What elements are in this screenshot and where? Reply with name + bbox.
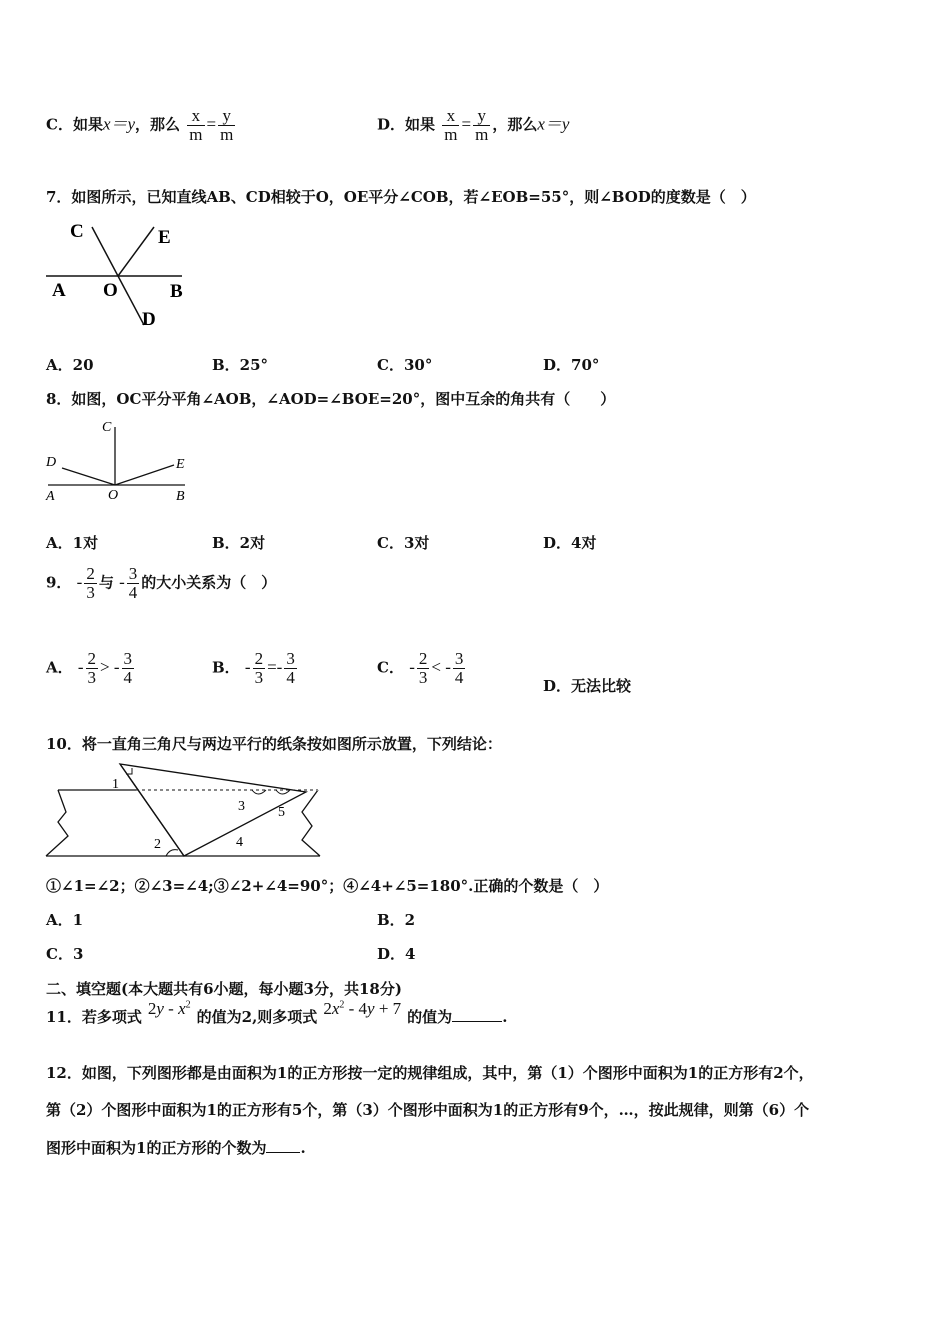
label-o: O <box>108 488 119 503</box>
label-o: O <box>103 280 118 301</box>
label-d: D <box>142 309 156 330</box>
q10-conclusions: ①∠1=∠2；②∠3=∠4;③∠2+∠4=90°；④∠4+∠5=180°.正确的个数是（ ） <box>46 877 609 895</box>
label-a: A <box>46 489 55 504</box>
q6-option-d <box>377 107 569 144</box>
q12-line-1: 12．如图，下列图形都是由面积为1的正方形按一定的规律组成，其中，第（1）个图形中面积为1的正方形有2个， <box>46 1064 814 1082</box>
q6-d-mid: ，那么 <box>492 115 538 134</box>
ray-od <box>62 468 115 485</box>
q11-answer-blank[interactable] <box>452 1007 502 1022</box>
q12-answer-blank[interactable] <box>266 1138 300 1153</box>
q7-figure <box>40 215 200 335</box>
angle-label-1: 1 <box>112 777 119 792</box>
q9-option-a[interactable]: A． - $\frac{2}{3}$ > - $\frac{3}{4}$ <box>46 649 133 687</box>
q8-option-d[interactable]: D．4对 <box>543 534 597 552</box>
q8-option-b[interactable]: B．2对 <box>212 534 266 552</box>
q9-frac-two-thirds: $\frac{2}{3}$ <box>86 564 95 602</box>
q10-option-c[interactable]: C．3 <box>46 945 84 963</box>
q9-frac-three-quarters: $\frac{3}{4}$ <box>128 564 138 602</box>
label-b: B <box>170 281 183 302</box>
q6-d-condition: x＝y <box>537 114 570 134</box>
q8-option-a[interactable]: A．1对 <box>46 534 99 552</box>
section-heading: 二、填空题(本大题共有6小题，每小题3分，共18分) <box>46 980 402 998</box>
q6-d-fraction-left: $\frac{x}{m}$ <box>444 106 458 144</box>
label-e: E <box>176 457 185 472</box>
angle-label-2: 2 <box>154 837 161 852</box>
label-b: B <box>176 489 185 504</box>
angle-label-4: 4 <box>236 835 243 850</box>
minus-sign: - <box>76 572 83 592</box>
q7-stem: 7．如图所示，已知直线AB、CD相较于O，OE平分∠COB，若∠EOB=55°，则∠BOD的度数是（ ） <box>46 188 756 206</box>
ray-oe <box>115 465 174 485</box>
q6-c-label: C．如果 <box>46 115 103 134</box>
q9-option-d[interactable]: D．无法比较 <box>543 677 632 695</box>
q8-figure <box>40 415 200 510</box>
q9-option-b[interactable]: B． - $\frac{2}{3}$ =- $\frac{3}{4}$ <box>212 649 295 687</box>
q9-connector: 与 <box>98 573 114 592</box>
angle-label-3: 3 <box>238 799 245 814</box>
q10-stem: 10．将一直角三角尺与两边平行的纸条按如图所示放置，下列结论： <box>46 735 502 753</box>
q10-option-a[interactable]: A．1 <box>46 911 84 929</box>
q7-option-b[interactable]: B．25° <box>212 356 269 374</box>
q6-c-fraction-right: $\frac{y}{m}$ <box>220 106 234 144</box>
q7-option-c[interactable]: C．30° <box>377 356 433 374</box>
label-d: D <box>46 455 57 470</box>
q8-option-c[interactable]: C．3对 <box>377 534 430 552</box>
q7-option-a[interactable]: A．20 <box>46 356 94 374</box>
label-c: C <box>70 221 84 242</box>
q9-option-c[interactable]: C． - $\frac{2}{3}$ < - $\frac{3}{4}$ <box>377 649 464 687</box>
equals-sign: = <box>206 114 217 134</box>
q8-stem: 8．如图，OC平分平角∠AOB，∠AOD=∠BOE=20°，图中互余的角共有（ ） <box>46 390 616 408</box>
q10-option-d[interactable]: D．4 <box>377 945 416 963</box>
q6-d-label: D．如果 <box>377 115 436 134</box>
q9-tail: 的大小关系为（ ） <box>141 573 277 592</box>
q6-d-fraction-right: $\frac{y}{m}$ <box>475 106 489 144</box>
q7-option-d[interactable]: D．70° <box>543 356 600 374</box>
angle-label-5: 5 <box>278 805 285 820</box>
q11-stem: 11．若多项式 $2y - x^2$的值为2,则多项式 $2x^2 - 4y + 7$ 的值为 . <box>46 999 508 1026</box>
ray-oe <box>118 227 154 276</box>
q9-stem <box>46 565 276 602</box>
q10-option-b[interactable]: B．2 <box>377 911 416 929</box>
label-c: C <box>102 420 112 435</box>
q10-figure <box>40 760 330 865</box>
minus-sign: - <box>119 572 125 592</box>
q9-number: 9． <box>46 573 72 592</box>
q11-expression-1: $2y - x^2$ <box>147 999 191 1018</box>
label-a: A <box>52 280 66 301</box>
label-e: E <box>158 227 171 248</box>
equals-sign: = <box>461 114 472 134</box>
q12-line-2: 第（2）个图形中面积为1的正方形有5个，第（3）个图形中面积为1的正方形有9个，…，按此规律，则第（6）个 <box>46 1101 810 1119</box>
q6-c-condition: x＝y <box>102 114 136 134</box>
q6-option-c <box>46 107 237 144</box>
q6-c-mid: ，那么 <box>135 115 181 134</box>
q11-expression-2: $2x^2 - 4y + 7$ <box>323 999 402 1018</box>
q6-c-fraction-left: $\frac{x}{m}$ <box>189 106 203 144</box>
q12-line-3: 图形中面积为1的正方形的个数为 . <box>46 1139 306 1157</box>
